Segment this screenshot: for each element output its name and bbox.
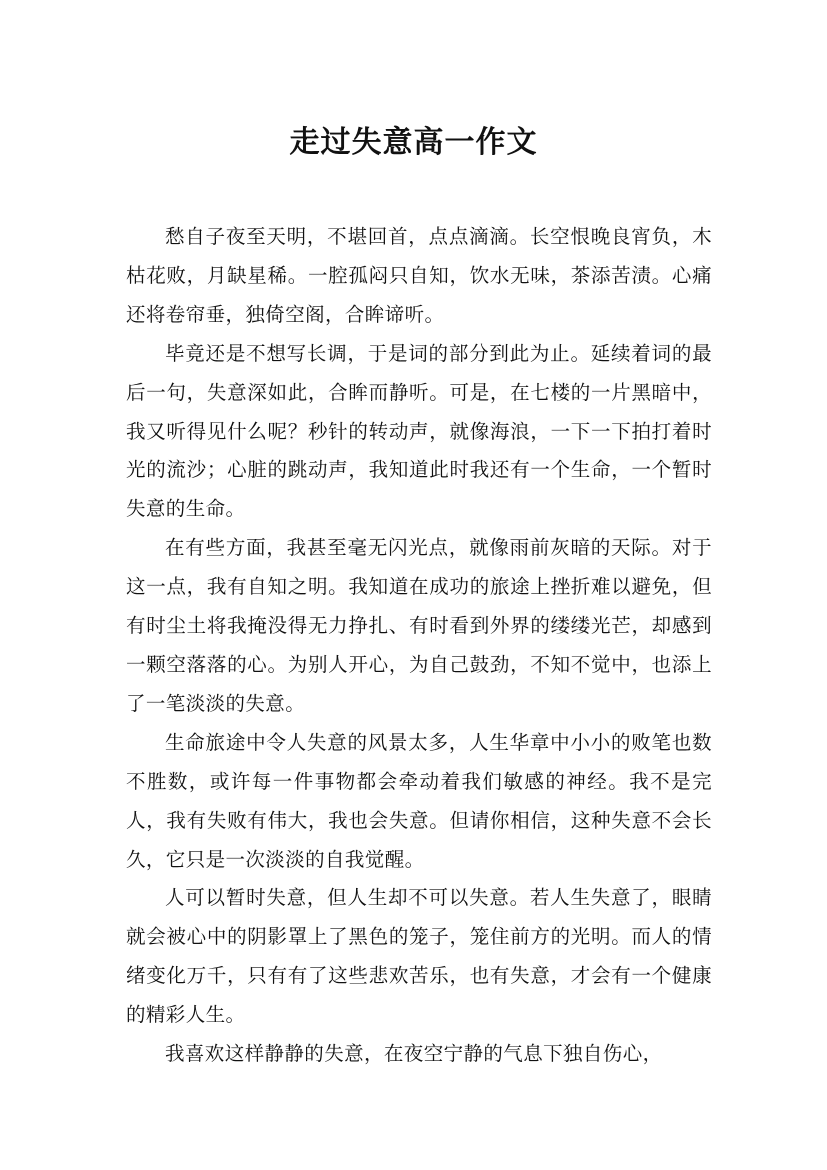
paragraph-3: 在有些方面，我甚至毫无闪光点，就像雨前灰暗的天际。对于这一点，我有自知之明。我知道在成功的旅途上挫折难以避免，但有时尘土将我掩没得无力挣扎、有时看到外界的缕缕光芒，却感到一颗空落落的心。为别人开心，为自己鼓劲，不知不觉中，也添上了一笔淡淡的失意。 xyxy=(126,536,712,715)
document-title: 走过失意高一作文 xyxy=(289,125,538,161)
paragraph-6: 我喜欢这样静静的失意，在夜空宁静的气息下独自伤心， xyxy=(165,1042,663,1066)
document-body xyxy=(126,218,712,1074)
paragraph-4: 生命旅途中令人失意的风景太多，人生华章中小小的败笔也数不胜数，或许每一件事物都会牵动着我们敏感的神经。我不是完人，我有失败有伟大，我也会失意。但请你相信，这种失意不会长久，它只是一次淡淡的自我觉醒。 xyxy=(126,730,712,871)
paragraph-2: 毕竟还是不想写长调，于是词的部分到此为止。延续着词的最后一句，失意深如此，合眸而静听。可是，在七楼的一片黑暗中，我又听得见什么呢？秒针的转动声，就像海浪，一下一下拍打着时光的流沙；心脏的跳动声，我知道此时我还有一个生命，一个暂时失意的生命。 xyxy=(126,341,712,521)
paragraph-5: 人可以暂时失意，但人生却不可以失意。若人生失意了，眼睛就会被心中的阴影罩上了黑色的笼子，笼住前方的光明。而人的情绪变化万千，只有有了这些悲欢苦乐，也有失意，才会有一个健康的精彩人生。 xyxy=(126,886,712,1027)
paragraph-1: 愁自子夜至天明，不堪回首，点点滴滴。长空恨晚良宵负，木枯花败，月缺星稀。一腔孤闷只自知，饮水无味，茶添苦渍。心痛还将卷帘垂，独倚空阁，合眸谛听。 xyxy=(126,225,712,326)
